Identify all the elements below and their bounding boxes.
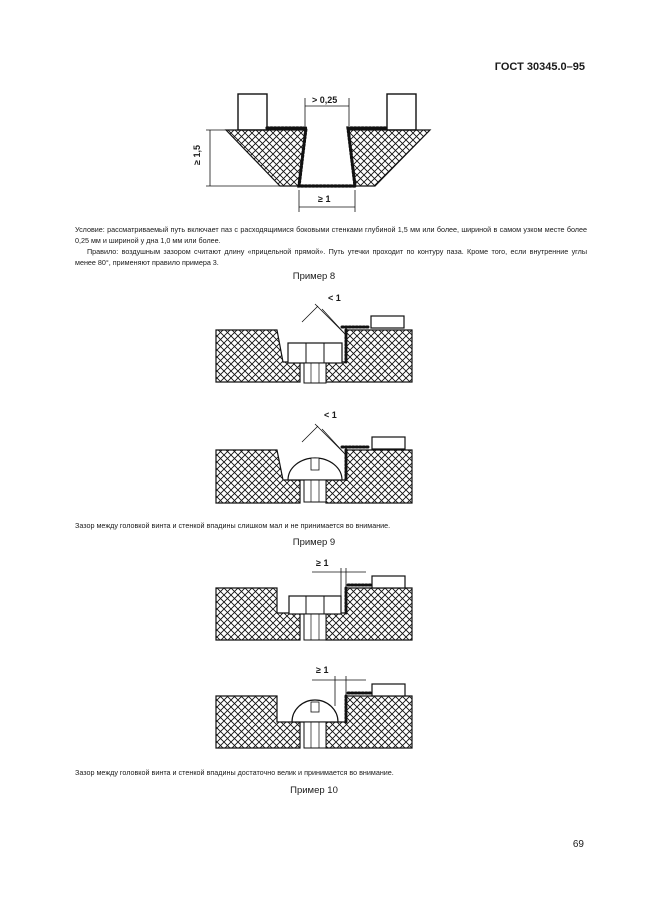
page-number: 69 (572, 839, 584, 850)
dim-ex10-lower: ≥ 1 (316, 665, 329, 675)
dim-side-label: ≥ 1,5 (192, 145, 202, 165)
dim-ex9-upper: < 1 (328, 293, 341, 303)
condition-text: Условие: рассматриваемый путь включает паз с расходящимися боковыми стенками глубиной 1,5 мм или более, шириной в самом узком месте более 0,25 мм и шириной у дна 1,0 мм или более. (75, 225, 587, 245)
rule-text: Правило: воздушным зазором считают длину «прицельной прямой». Путь утечки проходит по контуру паза. Кроме того, если внутренние углы менее 80°, применяют правило примера 3. (75, 247, 587, 267)
note-example9: Зазор между головкой винта и стенкой впадины слишком мал и не принимается во внимание. (75, 521, 391, 530)
note-example10: Зазор между головкой винта и стенкой впадины достаточно велик и принимается во внимание. (75, 768, 394, 777)
caption-example9: Пример 9 (292, 537, 336, 548)
dim-ex9-lower: < 1 (324, 410, 337, 420)
caption-example10: Пример 10 (290, 785, 338, 796)
screw-hex-large-gap (216, 568, 412, 640)
screw-round-large-gap (216, 676, 412, 748)
dim-bottom-label: ≥ 1 (318, 194, 331, 204)
dim-ex10-upper: ≥ 1 (316, 558, 329, 568)
caption-example8: Пример 8 (292, 271, 336, 282)
dim-top-label: > 0,25 (312, 95, 338, 105)
document-header: ГОСТ 30345.0–95 (494, 61, 585, 73)
